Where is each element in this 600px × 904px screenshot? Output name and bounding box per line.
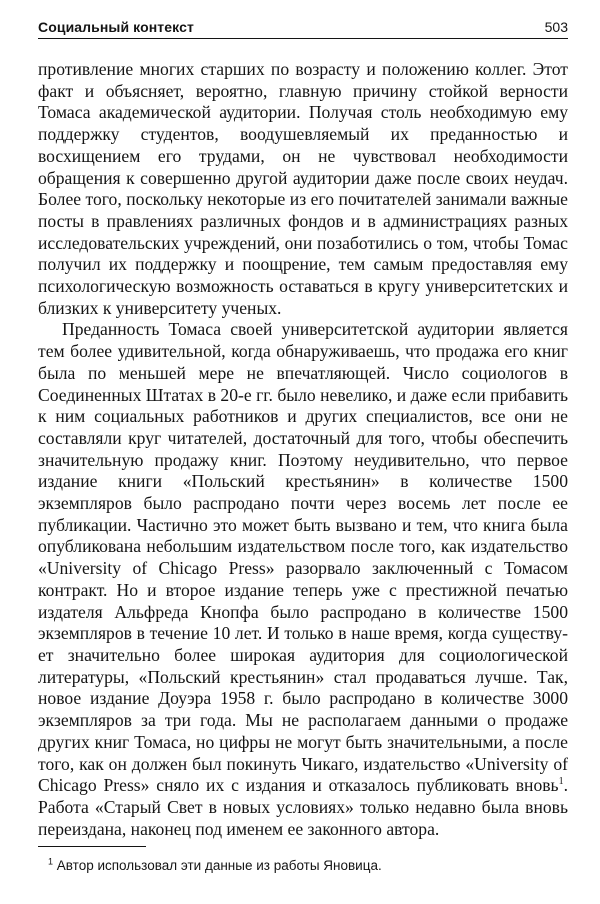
paragraph-2-text-a: Преданность Томаса своей университетской аудитории является тем более удивительной, когда обнаруживаешь, что продажа его книг была по меньшей мере не впечатляющей. Число социологов в Соединенных Штатах в 20-е гг. было невелико, и даже если прибавить к ним социальных работников и других специалистов, все они не составляли круг читателей, достаточный для того, чтобы обеспечить значительную продажу книг. Поэтому неудивительно, что первое издание книги «Польский крестьянин» в количестве 1500 экземпляров было распродано почти через восемь лет после ее публикации. Частично это может быть вызвано и тем, что книга была опубликована небольшим издательством после того, как издательство «University of Chicago Press» разорвало заключенный с Томасом контракт. Но и второе издание теперь уже с престижной печатью издателя Альфреда Кнопфа было распродано в количестве 1500 экземпляров в течение 10 лет. И только в наше время, когда существует значительно более широкая аудитория для социологической литературы, «Польский крестьянин» стал продаваться лучше. Так, новое издание Доуэра 1958 г. было распродано в количестве 3000 экземпляров за три года. Мы не располагаем данными о продаже других книг Томаса, но цифры не могут быть значительными, а после того, как он должен был покинуть Чикаго, издательство «University of Chicago Press» сняло их с издания и отказалось публиковать вновь	[38, 319, 568, 796]
footnote-divider	[38, 846, 146, 847]
footnote-marker: 1	[48, 856, 54, 867]
paragraph-1	[38, 59, 568, 319]
chapter-title: Социальный контекст	[38, 19, 194, 35]
paragraph-2-text-b: . Работа «Старый Свет в новых условиях» только недавно была вновь переиздана, наконец под именем ее законного автора.	[38, 775, 568, 839]
paragraph-1-text: противление многих старших по возрасту и положению коллег. Этот факт и объясняет, вероятно, главную причину стойкой верности Томаса академической аудитории. Получая столь необходимую ему поддержку студентов, воодушевляемый их преданностью и восхищением его трудами, он не чувствовал необходимости обращения к совершенно другой аудитории даже после своих неудач. Более того, поскольку некоторые из его почитателей занимали важные посты в правлениях различных фондов и в администрациях разных исследовательских учреждений, они позаботились о том, чтобы Томас получил их поддержку и поощрение, тем самым предоставляя ему психологическую возможность оставаться в кругу университетских и близких к университету ученых.	[38, 59, 568, 318]
paragraph-2	[38, 319, 568, 840]
footnote-text: Автор использовал эти данные из работы Яновица.	[56, 858, 382, 874]
footnote	[48, 857, 568, 875]
page-number: 503	[544, 19, 568, 35]
body-text	[38, 59, 568, 840]
running-header	[38, 18, 568, 39]
book-page	[38, 18, 568, 875]
footnote-reference: 1	[558, 776, 564, 788]
